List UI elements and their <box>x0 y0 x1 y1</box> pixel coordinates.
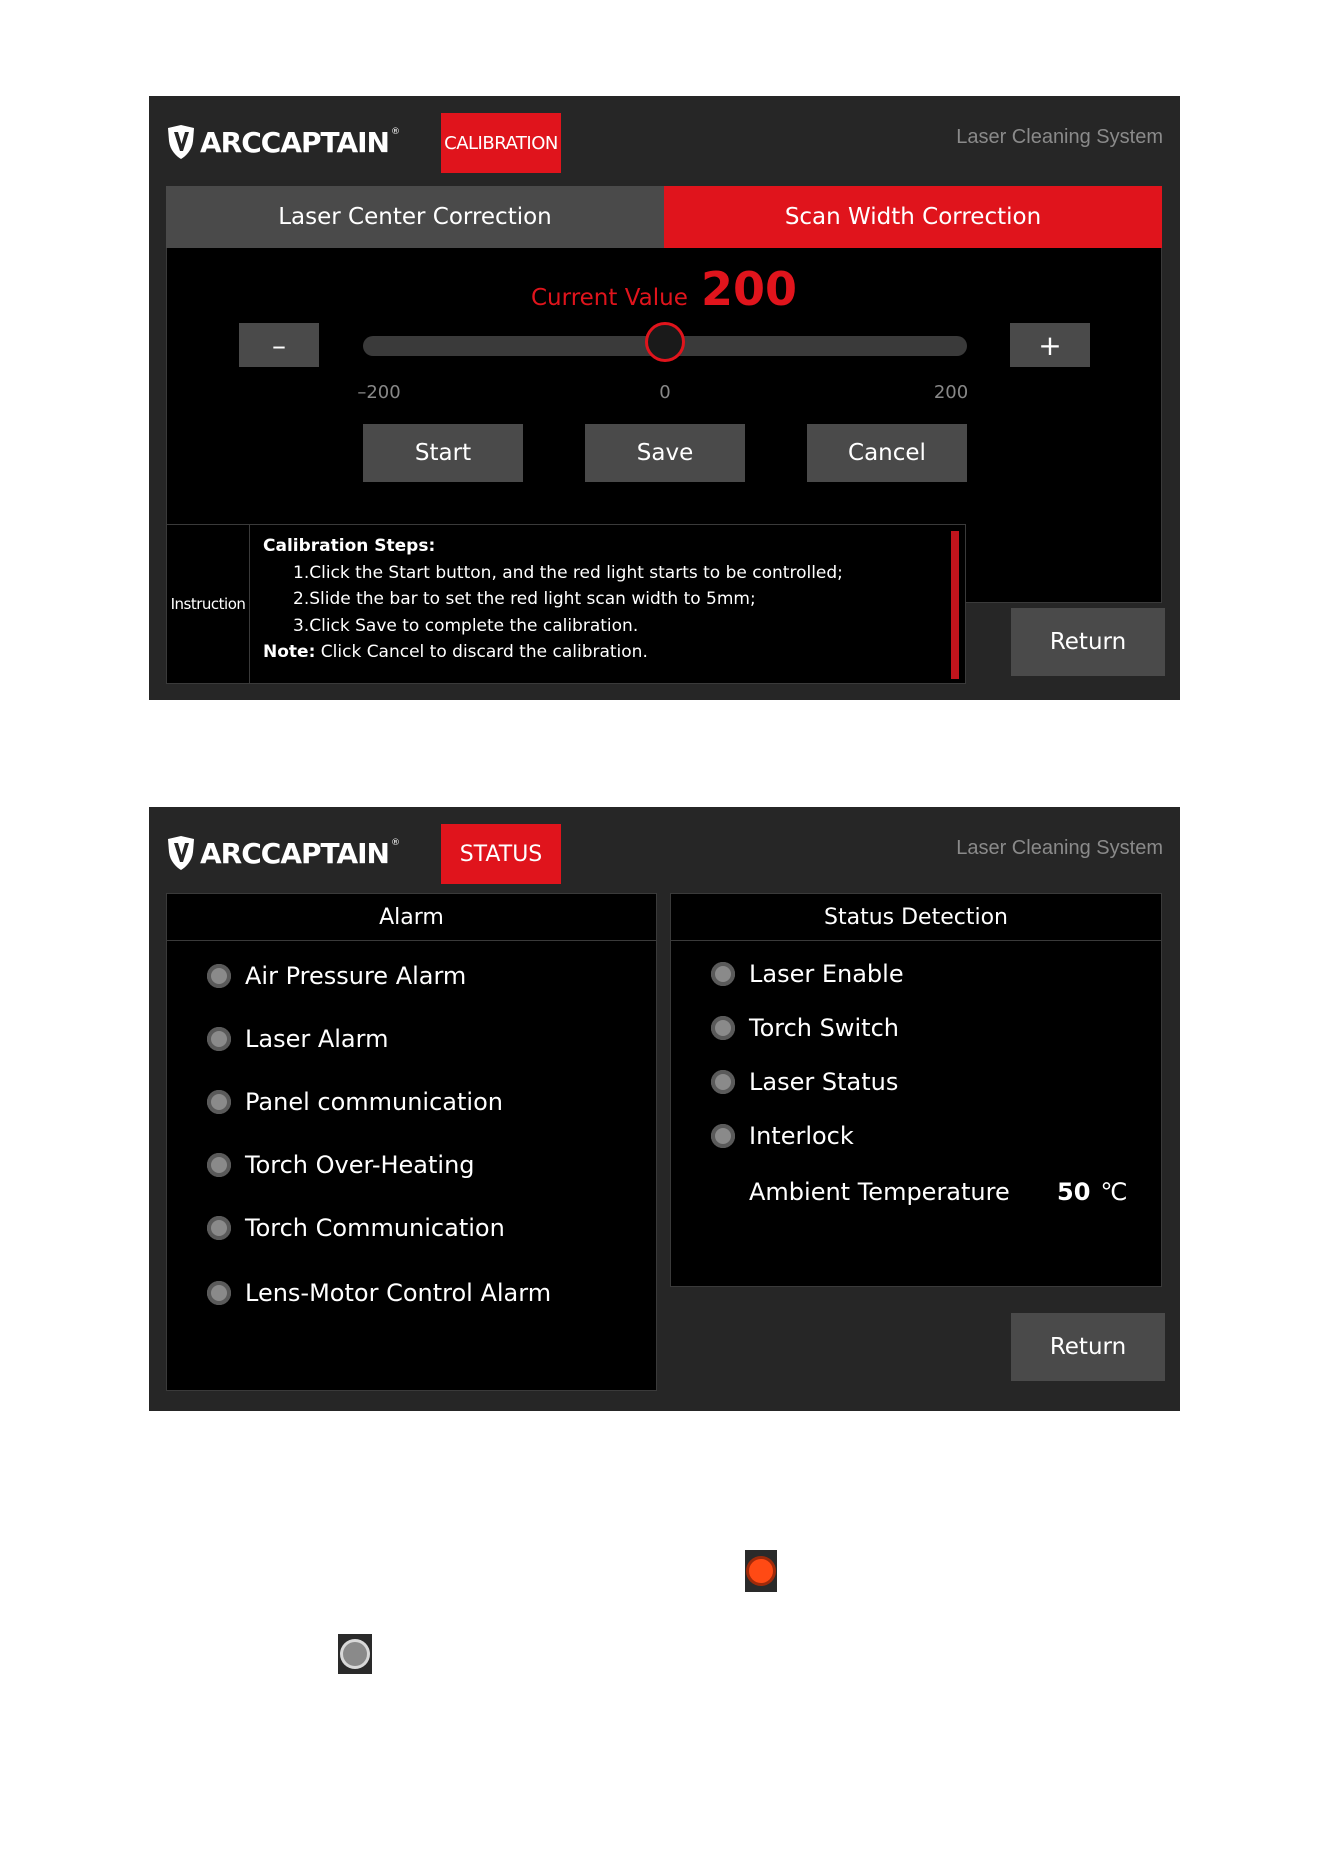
instruction-step: 2.Slide the bar to set the red light scan width to 5mm; <box>293 589 756 609</box>
alarm-item <box>207 1151 475 1179</box>
return-button[interactable]: Return <box>1011 1313 1165 1381</box>
detection-item <box>711 1122 854 1150</box>
instruction-label: Instruction <box>167 525 250 683</box>
brand-name: ARCCAPTAIN <box>200 836 389 870</box>
tab-scan-width-correction[interactable]: Scan Width Correction <box>664 186 1162 248</box>
status-detection-title: Status Detection <box>671 894 1161 941</box>
detection-item-label: Laser Enable <box>749 960 904 988</box>
current-value-number: 200 <box>700 262 797 316</box>
status-indicator-icon <box>711 1124 735 1148</box>
led-on-icon <box>745 1550 777 1592</box>
mode-badge: STATUS <box>441 824 561 884</box>
system-title: Laser Cleaning System <box>956 126 1163 148</box>
ambient-temperature-label: Ambient Temperature <box>749 1178 1010 1206</box>
slider-min-label: –200 <box>357 382 401 403</box>
detection-item-label: Laser Status <box>749 1068 899 1096</box>
detection-item <box>711 960 904 988</box>
led-on-dot <box>749 1559 773 1583</box>
cancel-button[interactable]: Cancel <box>807 424 967 482</box>
brand-registered-mark: ® <box>390 127 400 137</box>
slider-max-label: 200 <box>933 382 969 403</box>
shield-logo-icon <box>166 836 196 870</box>
status-screen <box>149 807 1180 1411</box>
note-label: Note: <box>263 642 316 662</box>
alarm-panel-title: Alarm <box>167 894 656 941</box>
detection-item-label: Interlock <box>749 1122 854 1150</box>
status-indicator-icon <box>207 1281 231 1305</box>
led-off-icon <box>338 1634 372 1674</box>
status-detection-panel <box>670 893 1162 1287</box>
alarm-item-label: Lens-Motor Control Alarm <box>245 1279 552 1307</box>
header <box>149 96 1180 174</box>
status-indicator-icon <box>207 1090 231 1114</box>
instruction-title: Calibration Steps: <box>263 536 436 556</box>
temperature-unit: ℃ <box>1100 1178 1128 1206</box>
status-indicator-icon <box>207 1216 231 1240</box>
current-value-label: Current Value <box>531 285 688 311</box>
led-off-dot <box>343 1642 367 1666</box>
alarm-item-label: Panel communication <box>245 1088 503 1116</box>
alarm-panel <box>166 893 657 1391</box>
start-button[interactable]: Start <box>363 424 523 482</box>
tab-laser-center-correction[interactable]: Laser Center Correction <box>166 186 664 248</box>
status-indicator-icon <box>711 962 735 986</box>
detection-item <box>711 1068 898 1096</box>
status-indicator-icon <box>711 1016 735 1040</box>
status-indicator-icon <box>207 1027 231 1051</box>
alarm-item <box>207 1279 551 1307</box>
detection-item <box>711 1014 899 1042</box>
note-text: Click Cancel to discard the calibration. <box>315 642 648 662</box>
alarm-item <box>207 1025 388 1053</box>
alarm-item-label: Laser Alarm <box>245 1025 389 1053</box>
brand-logo <box>166 124 400 160</box>
instruction-step: 1.Click the Start button, and the red light starts to be controlled; <box>293 562 843 583</box>
detection-item-label: Torch Switch <box>749 1014 899 1042</box>
shield-logo-icon <box>166 125 196 159</box>
correction-tabs <box>166 186 1162 248</box>
alarm-item <box>207 1088 503 1116</box>
current-value-display <box>167 262 1161 316</box>
status-indicator-icon <box>207 964 231 988</box>
slider-mid-label: 0 <box>659 382 671 403</box>
mode-badge: CALIBRATION <box>441 113 561 173</box>
instruction-scrollbar[interactable] <box>951 531 959 679</box>
alarm-item-label: Torch Communication <box>245 1214 505 1242</box>
increment-button[interactable]: + <box>1010 323 1090 367</box>
alarm-item-label: Torch Over-Heating <box>245 1151 475 1179</box>
temperature-number: 50 <box>1057 1178 1091 1206</box>
instruction-step: 3.Click Save to complete the calibration. <box>293 615 639 636</box>
instruction-note <box>263 639 843 666</box>
save-button[interactable]: Save <box>585 424 745 482</box>
return-button[interactable]: Return <box>1011 608 1165 676</box>
brand-logo <box>166 835 400 871</box>
system-title: Laser Cleaning System <box>956 837 1163 859</box>
status-indicator-icon <box>711 1070 735 1094</box>
brand-name: ARCCAPTAIN <box>200 125 389 159</box>
calibration-screen <box>149 96 1180 700</box>
ambient-temperature-value <box>1057 1178 1127 1206</box>
alarm-item-label: Air Pressure Alarm <box>245 962 467 990</box>
alarm-item <box>207 962 466 990</box>
status-indicator-icon <box>207 1153 231 1177</box>
decrement-button[interactable]: – <box>239 323 319 367</box>
brand-registered-mark: ® <box>390 838 400 848</box>
slider-thumb[interactable] <box>645 322 685 362</box>
instruction-box <box>166 524 966 684</box>
alarm-item <box>207 1214 505 1242</box>
instruction-text <box>263 533 843 666</box>
header <box>149 807 1180 885</box>
